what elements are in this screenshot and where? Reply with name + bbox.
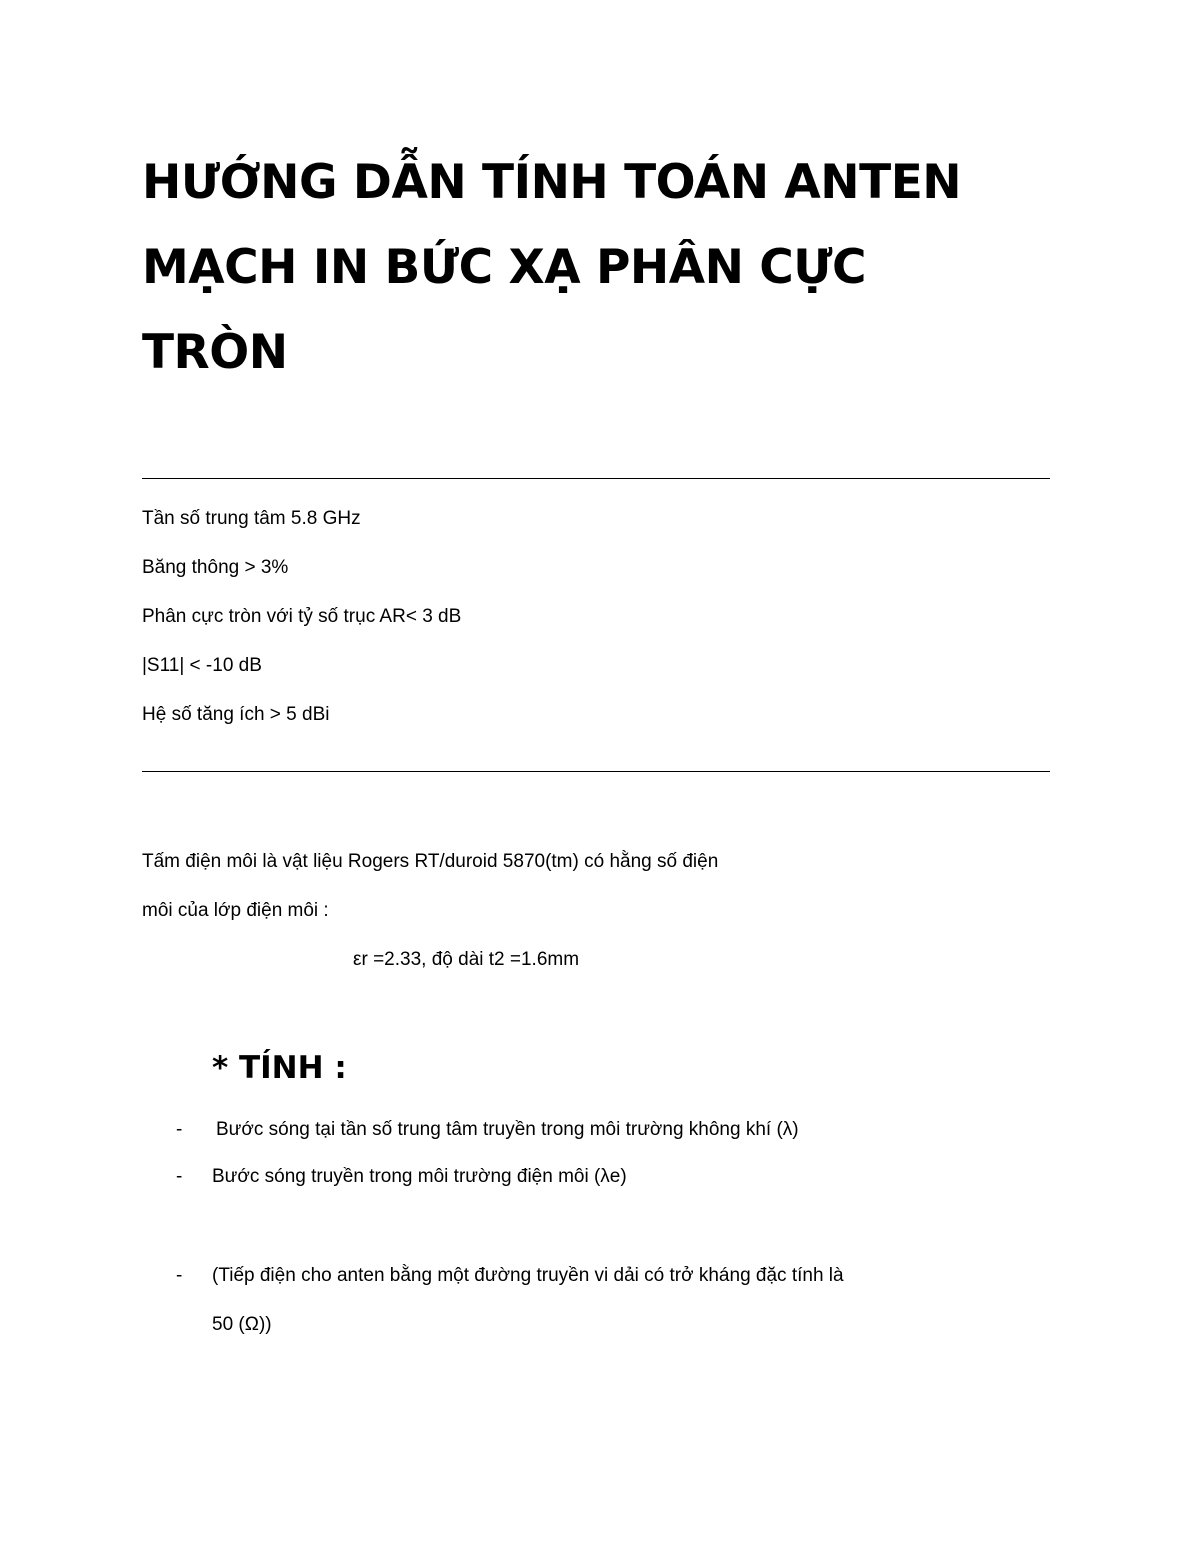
bullet-feedline-line-1: (Tiếp điện cho anten bằng một đường truyền vi dải có trở kháng đặc tính là (212, 1265, 844, 1286)
title-line-3: TRÒN (142, 325, 288, 380)
spec-s11: |S11| < -10 dB (142, 655, 262, 676)
bullet-dash: - (176, 1119, 183, 1140)
spec-bandwidth: Băng thông > 3% (142, 557, 289, 578)
spec-gain: Hệ số tăng ích > 5 dBi (142, 704, 330, 725)
spec-polarization: Phân cực tròn với tỷ số trục AR< 3 dB (142, 606, 462, 627)
substrate-line-1: Tấm điện môi là vật liệu Rogers RT/duroid 5870(tm) có hằng số điện (142, 851, 719, 872)
substrate-values: εr =2.33, độ dài t2 =1.6mm (353, 949, 580, 970)
divider-bottom (142, 771, 1050, 772)
bullet-wavelength-air: Bước sóng tại tần số trung tâm truyền trong môi trường không khí (λ) (216, 1119, 799, 1140)
calc-heading: * TÍNH : (212, 1050, 347, 1086)
bullet-wavelength-dielectric: Bước sóng truyền trong môi trường điện môi (λe) (212, 1166, 627, 1187)
substrate-line-2: môi của lớp điện môi : (142, 900, 329, 921)
title-line-1: HƯỚNG DẪN TÍNH TOÁN ANTEN (142, 155, 962, 210)
document-title (142, 140, 1062, 395)
divider-top (142, 478, 1050, 479)
bullet-feedline-line-2: 50 (Ω)) (212, 1314, 272, 1335)
bullet-dash: - (176, 1265, 183, 1286)
bullet-dash: - (176, 1166, 183, 1187)
title-line-2: MẠCH IN BỨC XẠ PHÂN CỰC (142, 240, 867, 295)
spec-frequency: Tần số trung tâm 5.8 GHz (142, 508, 361, 529)
